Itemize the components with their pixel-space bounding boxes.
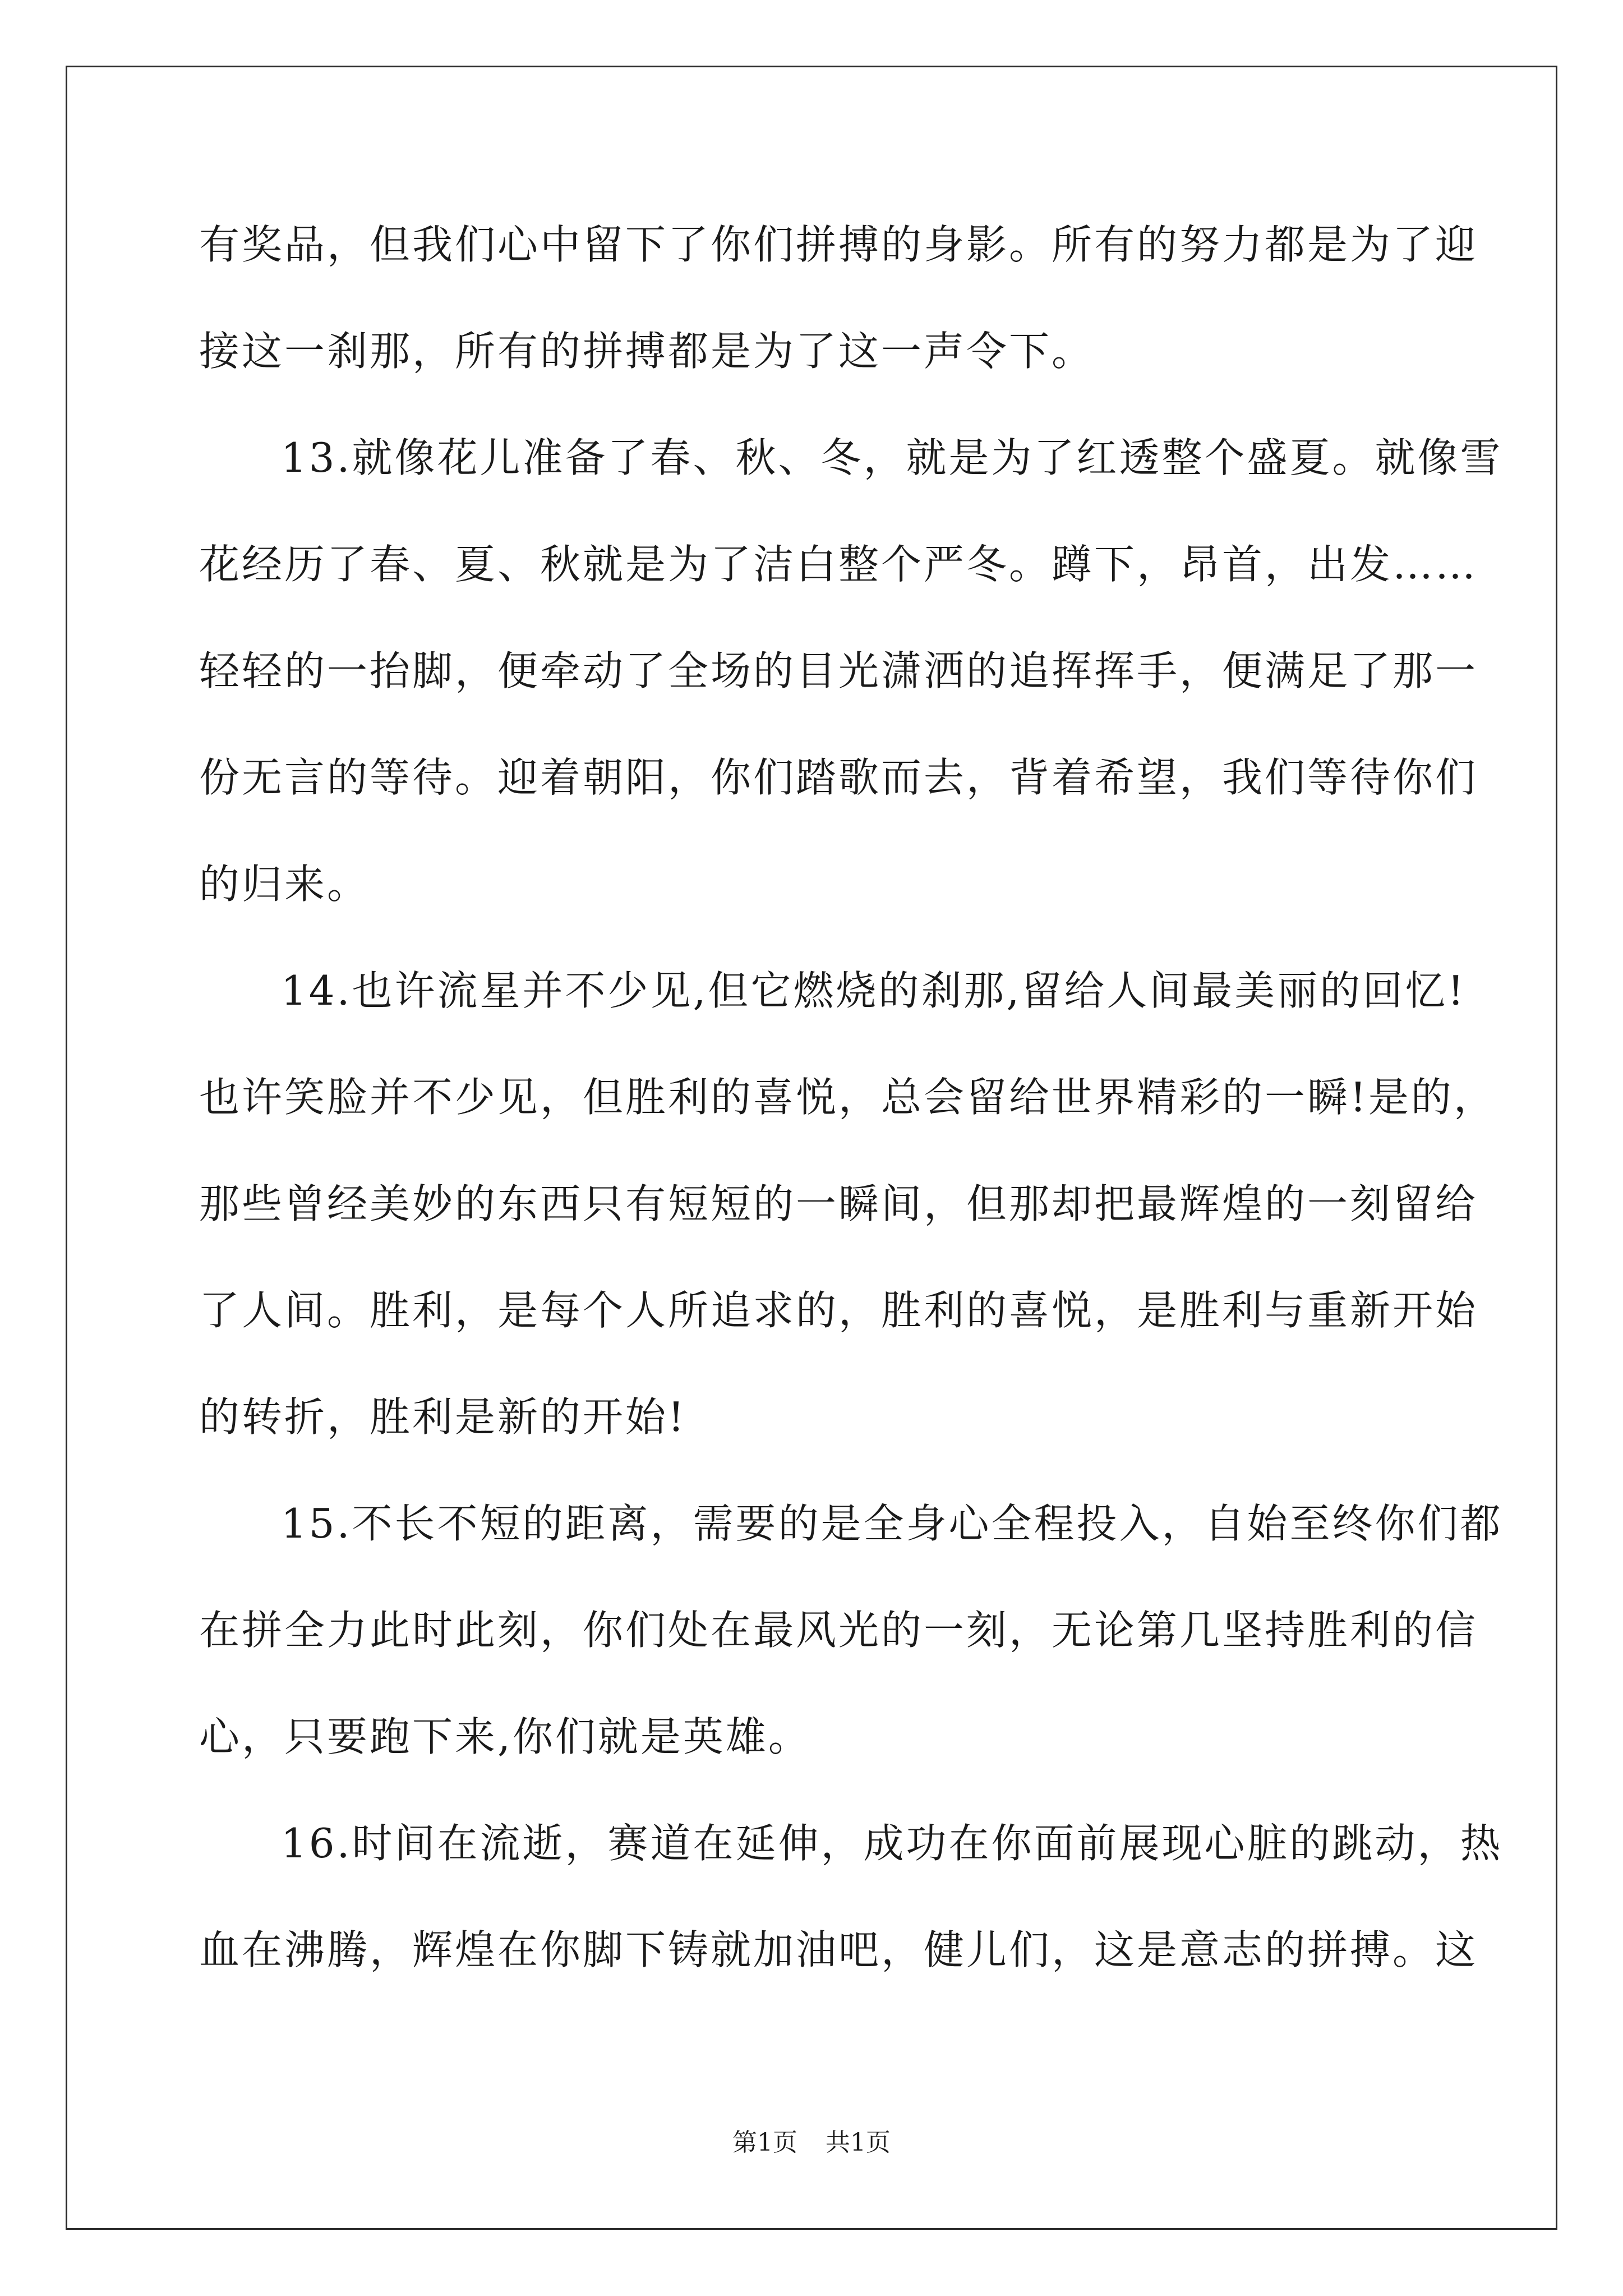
text-line: 那些曾经美妙的东西只有短短的一瞬间，但那却把最辉煌的一刻留给: [199, 1180, 1478, 1227]
text-line: 了人间。胜利，是每个人所追求的，胜利的喜悦，是胜利与重新开始: [199, 1287, 1478, 1334]
text-line: 也许笑脸并不少见，但胜利的喜悦，总会留给世界精彩的一瞬!是的，: [199, 1074, 1496, 1121]
text-line: 心，只要跑下来,你们就是英雄。: [199, 1713, 811, 1760]
paragraph-15-start: 15.不长不短的距离，需要的是全身心全程投入，自始至终你们都: [281, 1500, 1503, 1547]
text-line: 花经历了春、夏、秋就是为了洁白整个严冬。蹲下，昂首，出发……: [199, 541, 1478, 588]
text-line: 份无言的等待。迎着朝阳，你们踏歌而去，背着希望，我们等待你们: [199, 754, 1478, 801]
paragraph-14-start: 14.也许流星并不少见,但它燃烧的刹那,留给人间最美丽的回忆!: [281, 967, 1467, 1014]
page-total: 共1页: [826, 2128, 891, 2157]
paragraph-13-start: 13.就像花儿准备了春、秋、冬，就是为了红透整个盛夏。就像雪: [281, 434, 1503, 481]
paragraph-16-start: 16.时间在流逝，赛道在延伸，成功在你面前展现心脏的跳动，热: [281, 1820, 1503, 1867]
text-line: 的转折，胜利是新的开始!: [199, 1393, 686, 1441]
page-number: 第1页: [732, 2128, 797, 2157]
text-line: 轻轻的一抬脚，便牵动了全场的目光潇洒的追挥挥手，便满足了那一: [199, 647, 1478, 694]
text-line: 的归来。: [199, 861, 370, 908]
text-line: 血在沸腾，辉煌在你脚下铸就加油吧，健儿们，这是意志的拼搏。这: [199, 1926, 1478, 1973]
document-body: [199, 213, 1503, 2025]
text-line: 有奖品，但我们心中留下了你们拼搏的身影。所有的努力都是为了迎: [199, 221, 1478, 268]
text-line: 在拼全力此时此刻，你们处在最风光的一刻，无论第几坚持胜利的信: [199, 1607, 1478, 1654]
page-footer: [0, 2126, 1623, 2160]
text-line: 接这一刹那，所有的拼搏都是为了这一声令下。: [199, 328, 1095, 375]
